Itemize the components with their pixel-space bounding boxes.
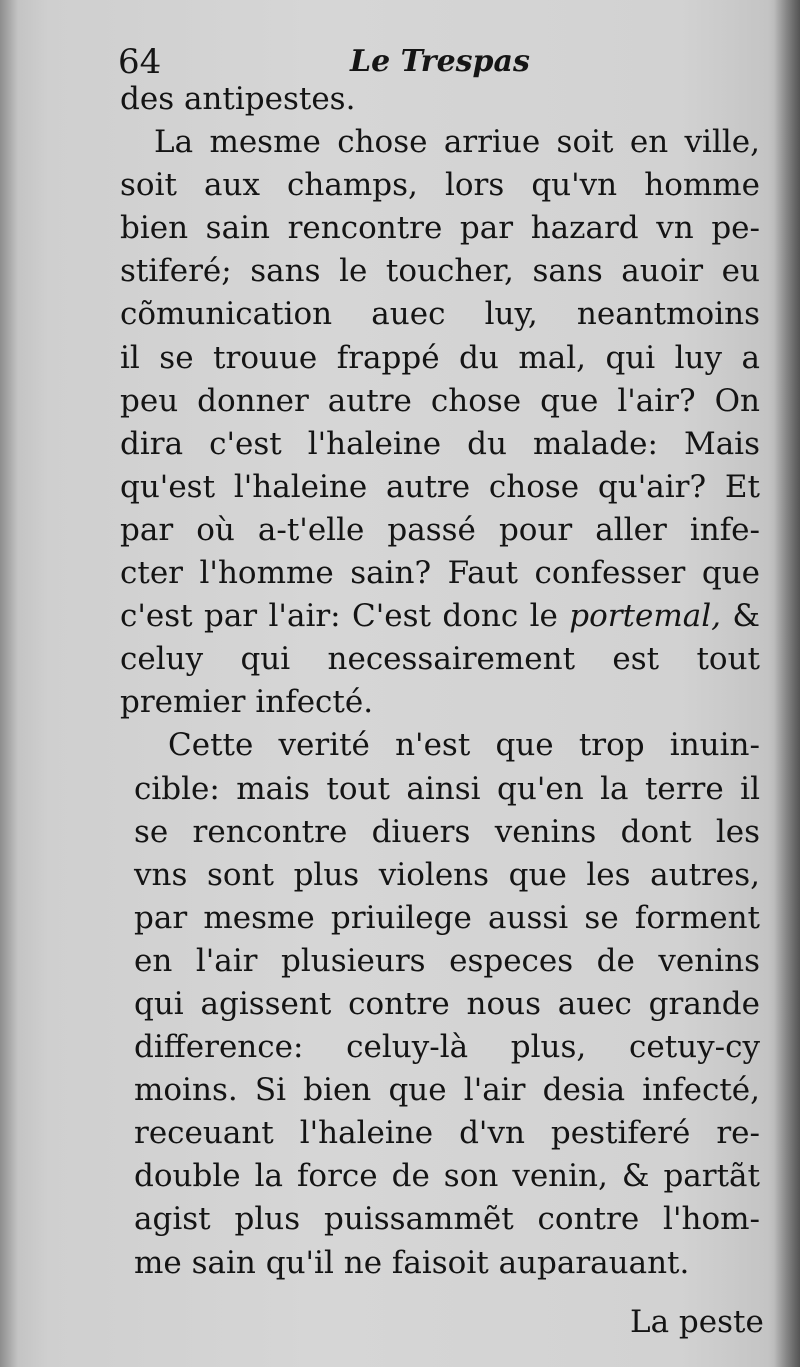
text-line: qui agissent contre nous auec grande <box>134 985 760 1022</box>
text-line: il se trouue frappé du mal, qui luy a <box>120 339 760 376</box>
text-line: me sain qu'il ne faisoit auparauant. <box>134 1244 690 1281</box>
text-line: difference: celuy-là plus, cetuy-cy <box>134 1029 760 1066</box>
page-spine-shadow <box>774 0 800 1367</box>
text-line: Cette verité n'est que trop inuin- <box>168 727 760 764</box>
text-line: en l'air plusieurs especes de venins <box>134 942 760 979</box>
italic-word: portemal, <box>569 598 722 635</box>
text-line: peu donner autre chose que l'air? On <box>120 382 760 419</box>
text-line-start: c'est par l'air: C'est donc le <box>120 598 558 635</box>
text-line: cible: mais tout ainsi qu'en la terre il <box>134 770 760 807</box>
text-line: par où a-t'elle passé pour aller infe- <box>120 511 760 548</box>
text-line: stiferé; sans le toucher, sans auoir eu <box>120 253 760 290</box>
page-number: 64 <box>118 42 162 82</box>
text-line: La mesme chose arriue soit en ville, <box>154 124 760 161</box>
text-line: vns sont plus violens que les autres, <box>134 856 760 893</box>
running-title: Le Trespas <box>350 44 530 79</box>
page-left-edge-shadow <box>0 0 18 1367</box>
text-line: qu'est l'haleine autre chose qu'air? Et <box>120 468 760 505</box>
text-line: celuy qui necessairement est tout <box>120 641 760 678</box>
text-line: cõmunication auec luy, neantmoins <box>120 296 760 333</box>
text-line: des antipestes. <box>120 81 356 117</box>
text-line: se rencontre diuers venins dont les <box>134 813 760 850</box>
paragraph-2 <box>120 121 760 724</box>
text-line: par mesme priuilege aussi se forment <box>134 899 760 936</box>
body-text <box>120 78 760 1285</box>
text-line: agist plus puissammẽt contre l'hom- <box>134 1201 760 1238</box>
text-line: cter l'homme sain? Faut confesser que <box>120 555 760 592</box>
paragraph-1 <box>120 78 760 121</box>
text-line-end: & <box>721 598 760 635</box>
text-line: receuant l'haleine d'vn pestiferé re- <box>134 1115 760 1152</box>
text-line: double la force de son venin, & partãt <box>134 1158 760 1195</box>
paragraph-3 <box>120 724 760 1284</box>
text-line: premier infecté. <box>120 684 374 721</box>
text-line: moins. Si bien que l'air desia infecté, <box>134 1072 760 1109</box>
text-line-with-italic <box>120 595 760 638</box>
catchword: La peste <box>630 1304 764 1340</box>
text-line: soit aux champs, lors qu'vn homme <box>120 167 760 204</box>
text-line: bien sain rencontre par hazard vn pe- <box>120 210 760 247</box>
text-line: dira c'est l'haleine du malade: Mais <box>120 425 760 462</box>
